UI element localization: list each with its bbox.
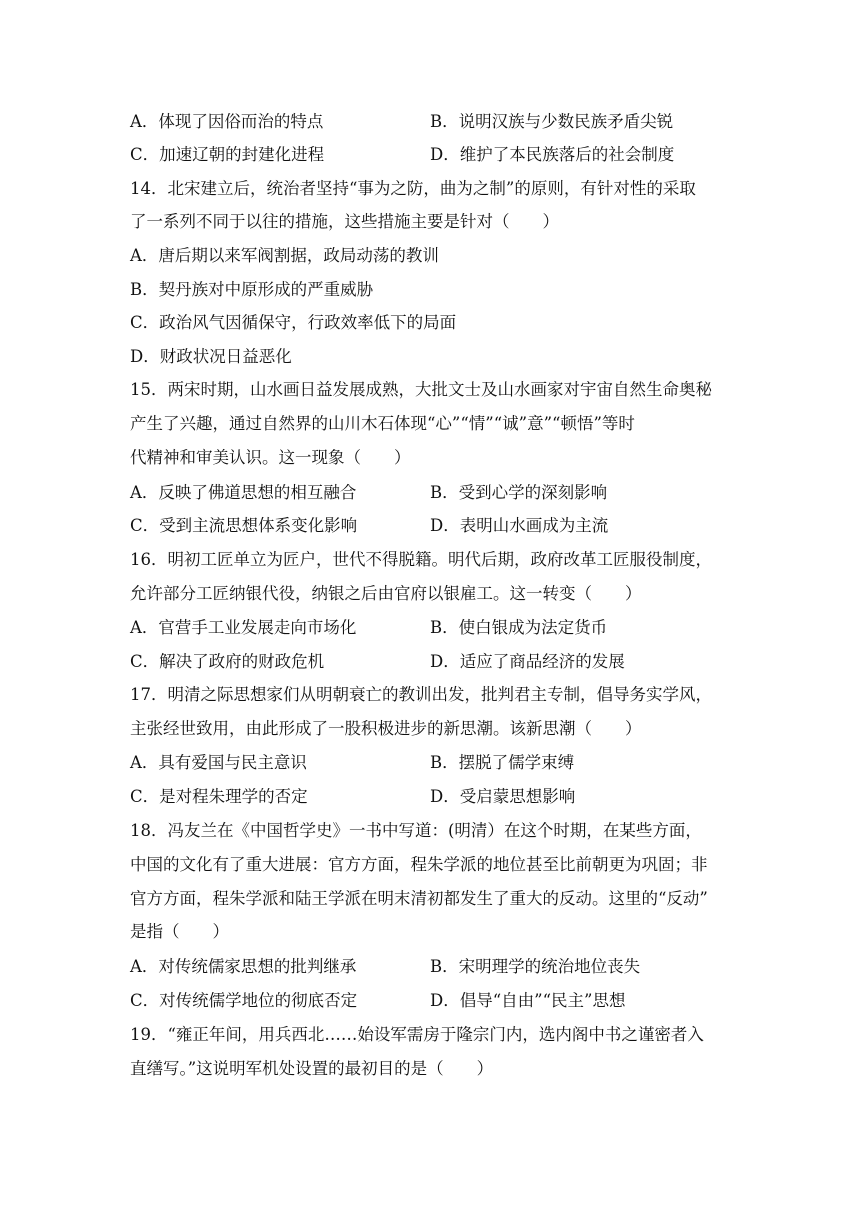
q16-stem-line-2: 允许部分工匠纳银代役，纳银之后由官府以银雇工。这一转变（ ） bbox=[130, 584, 642, 603]
q17-option-c: C．是对程朱理学的否定 bbox=[130, 787, 308, 806]
q14-stem-line-2: 了一系列不同于以往的措施，这些措施主要是针对（ ） bbox=[130, 212, 559, 231]
q18-stem-line-1: 18．冯友兰在《中国哲学史》一书中写道：(明清）在这个时期，在某些方面， bbox=[130, 821, 702, 840]
q16-option-d: D．适应了商品经济的发展 bbox=[430, 652, 625, 671]
q16-stem-line-1: 16．明初工匠单立为匠户，世代不得脱籍。明代后期，政府改革工匠服役制度， bbox=[130, 550, 712, 569]
q15-stem-line-3: 代精神和审美认识。这一现象（ ） bbox=[130, 448, 411, 467]
q15-option-d: D．表明山水画成为主流 bbox=[430, 516, 609, 535]
q14-option-d: D．财政状况日益恶化 bbox=[130, 347, 292, 366]
q17-option-a: A．具有爱国与民主意识 bbox=[130, 753, 307, 772]
q17-option-b: B．摆脱了儒学束缚 bbox=[430, 753, 575, 772]
q14-stem-line-1: 14．北宋建立后，统治者坚持“事为之防，曲为之制”的原则，有针对性的采取 bbox=[130, 179, 696, 198]
q14-option-c: C．政治风气因循保守，行政效率低下的局面 bbox=[130, 313, 457, 332]
q15-stem-line-2: 产生了兴趣，通过自然界的山川木石体现“心”“情”“诚”意”“顿悟”等时 bbox=[130, 414, 635, 433]
q17-stem-line-1: 17．明清之际思想家们从明朝衰亡的教训出发，批判君主专制，倡导务实学风， bbox=[130, 685, 712, 704]
q15-option-b: B．受到心学的深刻影响 bbox=[430, 483, 608, 502]
q14-option-b: B．契丹族对中原形成的严重威胁 bbox=[130, 280, 374, 299]
q19-stem-line-1: 19．“雍正年间，用兵西北……始设军需房于隆宗门内，选内阁中书之谨密者入 bbox=[130, 1025, 704, 1044]
q18-option-a: A．对传统儒家思想的批判继承 bbox=[130, 957, 357, 976]
q17-option-d: D．受启蒙思想影响 bbox=[430, 787, 576, 806]
q13-option-d: D．维护了本民族落后的社会制度 bbox=[430, 145, 675, 164]
q17-stem-line-2: 主张经世致用，由此形成了一股积极进步的新思潮。该新思潮（ ） bbox=[130, 719, 642, 738]
q18-stem-line-2: 中国的文化有了重大进展：官方方面，程朱学派的地位甚至比前朝更为巩固；非 bbox=[130, 855, 708, 874]
q16-option-c: C．解决了政府的财政危机 bbox=[130, 652, 325, 671]
q13-option-c: C．加速辽朝的封建化进程 bbox=[130, 145, 325, 164]
q16-option-a: A．官营手工业发展走向市场化 bbox=[130, 618, 357, 637]
q18-stem-line-3: 官方方面，程朱学派和陆王学派在明末清初都发生了重大的反动。这里的“反动” bbox=[130, 889, 708, 908]
q18-option-b: B．宋明理学的统治地位丧失 bbox=[430, 957, 641, 976]
q16-option-b: B．使白银成为法定货币 bbox=[430, 618, 608, 637]
q14-option-a: A．唐后期以来军阀割据，政局动荡的教训 bbox=[130, 246, 439, 265]
q15-stem-line-1: 15．两宋时期，山水画日益发展成熟，大批文士及山水画家对宇宙自然生命奥秘 bbox=[130, 380, 712, 399]
q15-option-c: C．受到主流思想体系变化影响 bbox=[130, 516, 358, 535]
q15-option-a: A．反映了佛道思想的相互融合 bbox=[130, 483, 357, 502]
q19-stem-line-2: 直缮写。”这说明军机处设置的最初目的是（ ） bbox=[130, 1059, 494, 1078]
q13-option-b: B．说明汉族与少数民族矛盾尖锐 bbox=[430, 112, 674, 131]
q13-option-a: A．体现了因俗而治的特点 bbox=[130, 112, 324, 131]
q18-option-c: C．对传统儒学地位的彻底否定 bbox=[130, 991, 358, 1010]
q18-stem-line-4: 是指（ ） bbox=[130, 922, 229, 941]
q18-option-d: D．倡导“自由”“民主”思想 bbox=[430, 991, 626, 1010]
